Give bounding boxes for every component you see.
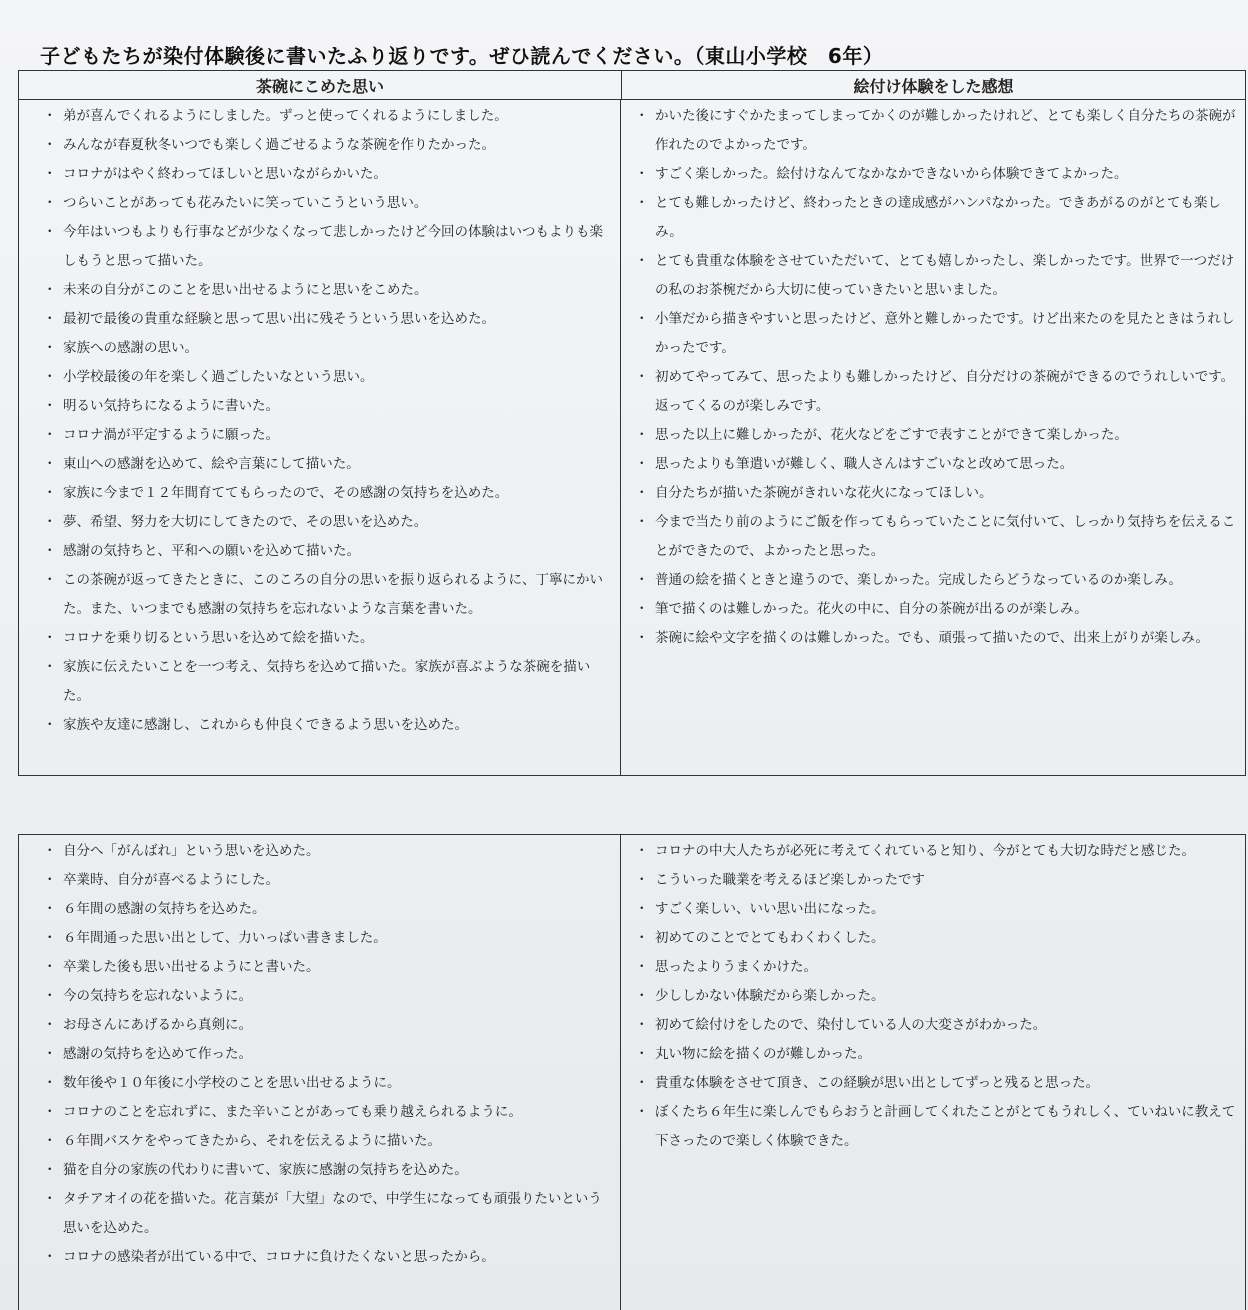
list-item: ・ ぼくたち６年生に楽しんでもらおうと計画してくれたことがとてもうれしく、ていねいに教えて下さったので楽しく体験できた。 (635, 1098, 1239, 1156)
list-item: ・ 筆で描くのは難しかった。花火の中に、自分の茶碗が出るのが楽しみ。 (635, 595, 1239, 624)
list-item: ・ 小学校最後の年を楽しく過ごしたいなという思い。 (43, 363, 614, 392)
list-item: ・ 思った以上に難しかったが、花火などをごすで表すことができて楽しかった。 (635, 421, 1239, 450)
top-right-column (621, 100, 1245, 775)
header-thoughts: 茶碗にこめた思い (19, 71, 622, 99)
header-impressions: 絵付け体験をした感想 (853, 76, 1014, 96)
top-body-row (19, 100, 1245, 775)
list-item: ・ すごく楽しかった。絵付けなんてなかなかできないから体験できてよかった。 (635, 160, 1239, 189)
bottom-left-column (19, 835, 621, 1310)
list-item: ・ 家族や友達に感謝し、これからも仲良くできるよう思いを込めた。 (43, 711, 614, 740)
list-item: ・ 感謝の気持ちと、平和への願いを込めて描いた。 (43, 537, 614, 566)
table-header-row (19, 71, 1245, 100)
list-item: ・ すごく楽しい、いい思い出になった。 (635, 895, 1239, 924)
list-item: ・ コロナを乗り切るという思いを込めて絵を描いた。 (43, 624, 614, 653)
list-item: ・ 自分へ「がんばれ」という思いを込めた。 (43, 837, 614, 866)
list-item: ・ お母さんにあげるから真剣に。 (43, 1011, 614, 1040)
list-item: ・ 初めてのことでとてもわくわくした。 (635, 924, 1239, 953)
list-item: ・ 夢、希望、努力を大切にしてきたので、その思いを込めた。 (43, 508, 614, 537)
list-item: ・ 卒業した後も思い出せるようにと書いた。 (43, 953, 614, 982)
list-item: ・ タチアオイの花を描いた。花言葉が「大望」なので、中学生になっても頑張りたいという思いを込めた。 (43, 1185, 614, 1243)
list-item: ・ こういった職業を考えるほど楽しかったです (635, 866, 1239, 895)
list-item: ・ 茶碗に絵や文字を描くのは難しかった。でも、頑張って描いたので、出来上がりが楽しみ。 (635, 624, 1239, 653)
list-item: ・ 感謝の気持ちを込めて作った。 (43, 1040, 614, 1069)
list-item: ・ 家族への感謝の思い。 (43, 334, 614, 363)
list-item: ・ とても貴重な体験をさせていただいて、とても嬉しかったし、楽しかったです。世界で一つだけの私のお茶椀だから大切に使っていきたいと思いました。 (635, 247, 1239, 305)
list-item: ・ つらいことがあっても花みたいに笑っていこうという思い。 (43, 189, 614, 218)
list-item: ・ 貴重な体験をさせて頂き、この経験が思い出としてずっと残ると思った。 (635, 1069, 1239, 1098)
list-item: ・ 普通の絵を描くときと違うので、楽しかった。完成したらどうなっているのか楽しみ。 (635, 566, 1239, 595)
list-item: ・ 最初で最後の貴重な経験と思って思い出に残そうという思いを込めた。 (43, 305, 614, 334)
list-item: ・ 弟が喜んでくれるようにしました。ずっと使ってくれるようにしました。 (43, 102, 614, 131)
list-item: ・ コロナがはやく終わってほしいと思いながらかいた。 (43, 160, 614, 189)
list-item: ・ 思ったよりも筆遣いが難しく、職人さんはすごいなと改めて思った。 (635, 450, 1239, 479)
thoughts-list (43, 102, 614, 740)
list-item: ・ 猫を自分の家族の代わりに書いて、家族に感謝の気持ちを込めた。 (43, 1156, 614, 1185)
page-title: 子どもたちが染付体験後に書いたふり返りです。ぜひ読んでください。（東山小学校 6年） (40, 44, 884, 68)
list-item: ・ ６年間通った思い出として、力いっぱい書きました。 (43, 924, 614, 953)
bottom-table (18, 834, 1246, 1310)
top-left-column (19, 100, 621, 775)
list-item: ・ 東山への感謝を込めて、絵や言葉にして描いた。 (43, 450, 614, 479)
list-item: ・ コロナの中大人たちが必死に考えてくれていると知り、今がとても大切な時だと感じた。 (635, 837, 1239, 866)
list-item: ・ 家族に今まで１２年間育ててもらったので、その感謝の気持ちを込めた。 (43, 479, 614, 508)
list-item: ・ コロナの感染者が出ている中で、コロナに負けたくないと思ったから。 (43, 1243, 614, 1272)
list-item: ・ ６年間の感謝の気持ちを込めた。 (43, 895, 614, 924)
list-item: ・ みんなが春夏秋冬いつでも楽しく過ごせるような茶碗を作りたかった。 (43, 131, 614, 160)
list-item: ・ コロナのことを忘れずに、また辛いことがあっても乗り越えられるように。 (43, 1098, 614, 1127)
list-item: ・ 初めてやってみて、思ったよりも難しかったけど、自分だけの茶碗ができるのでうれしいです。返ってくるのが楽しみです。 (635, 363, 1239, 421)
list-item: ・ 今年はいつもよりも行事などが少なくなって悲しかったけど今回の体験はいつもよりも楽しもうと思って描いた。 (43, 218, 614, 276)
list-item: ・ 自分たちが描いた茶碗がきれいな花火になってほしい。 (635, 479, 1239, 508)
list-item: ・ 今まで当たり前のようにご飯を作ってもらっていたことに気付いて、しっかり気持ちを伝えることができたので、よかったと思った。 (635, 508, 1239, 566)
list-item: ・ 丸い物に絵を描くのが難しかった。 (635, 1040, 1239, 1069)
list-item: ・ 明るい気持ちになるように書いた。 (43, 392, 614, 421)
list-item: ・ 思ったよりうまくかけた。 (635, 953, 1239, 982)
thoughts-list-continued (43, 837, 614, 1272)
list-item: ・ かいた後にすぐかたまってしまってかくのが難しかったけれど、とても楽しく自分たちの茶碗が作れたのでよかったです。 (635, 102, 1239, 160)
bottom-right-column (621, 835, 1245, 1310)
list-item: ・ この茶碗が返ってきたときに、このころの自分の思いを振り返られるように、丁寧にかいた。また、いつまでも感謝の気持ちを忘れないような言葉を書いた。 (43, 566, 614, 624)
list-item: ・ 家族に伝えたいことを一つ考え、気持ちを込めて描いた。家族が喜ぶような茶碗を描いた。 (43, 653, 614, 711)
list-item: ・ とても難しかったけど、終わったときの達成感がハンパなかった。できあがるのがとても楽しみ。 (635, 189, 1239, 247)
list-item: ・ 小筆だから描きやすいと思ったけど、意外と難しかったです。けど出来たのを見たときはうれしかったです。 (635, 305, 1239, 363)
list-item: ・ 今の気持ちを忘れないように。 (43, 982, 614, 1011)
impressions-list-continued (635, 837, 1239, 1156)
list-item: ・ コロナ渦が平定するように願った。 (43, 421, 614, 450)
top-table (18, 70, 1246, 776)
list-item: ・ 少ししかない体験だから楽しかった。 (635, 982, 1239, 1011)
list-item: ・ 未来の自分がこのことを思い出せるようにと思いをこめた。 (43, 276, 614, 305)
list-item: ・ ６年間バスケをやってきたから、それを伝えるように描いた。 (43, 1127, 614, 1156)
list-item: ・ 初めて絵付けをしたので、染付している人の大変さがわかった。 (635, 1011, 1239, 1040)
list-item: ・ 卒業時、自分が喜べるようにした。 (43, 866, 614, 895)
impressions-list (635, 102, 1239, 653)
list-item: ・ 数年後や１０年後に小学校のことを思い出せるように。 (43, 1069, 614, 1098)
